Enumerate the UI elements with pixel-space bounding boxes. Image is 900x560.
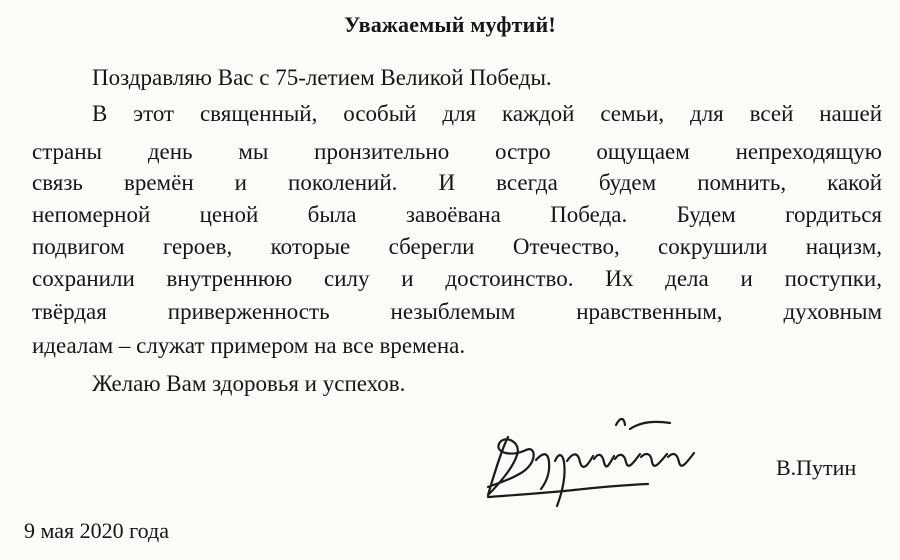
signer-name: В.Путин	[776, 455, 857, 480]
body-line: идеалам – служат примером на все времена.	[32, 333, 466, 358]
handwritten-signature	[470, 405, 740, 515]
body-line: связь времён и поколений. И всегда будем помнить, какой	[32, 170, 882, 195]
body-line: В этот священный, особый для каждой семьи, для всей нашей	[92, 101, 882, 126]
body-line: страны день мы пронзительно остро ощущаем непреходящую	[32, 139, 882, 164]
body-line: твёрдая приверженность незыблемым нравственным, духовным	[32, 299, 882, 324]
salutation: Уважаемый муфтий!	[344, 12, 556, 37]
letter-date: 9 мая 2020 года	[24, 518, 169, 543]
body-line: подвигом героев, которые сберегли Отечество, сокрушили нацизм,	[32, 234, 882, 259]
wishes-line: Желаю Вам здоровья и успехов.	[92, 371, 406, 396]
greeting-line: Поздравляю Вас с 75-летием Великой Победы.	[92, 65, 552, 90]
body-line: непомерной ценой была завоёвана Победа. Будем гордиться	[32, 202, 882, 227]
body-line: сохранили внутреннюю силу и достоинство. Их дела и поступки,	[32, 266, 882, 291]
